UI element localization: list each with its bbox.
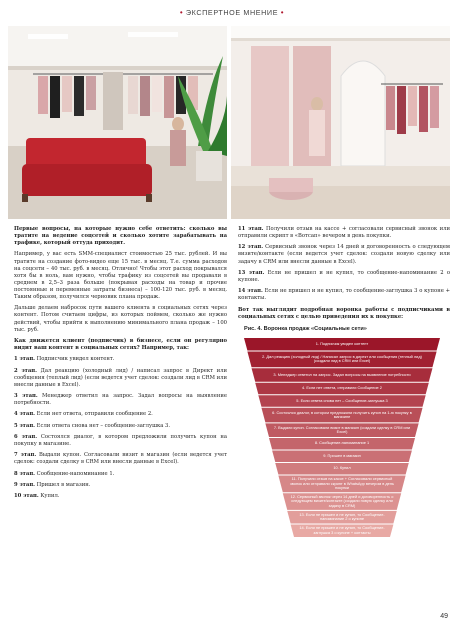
funnel-step-4: 4. Если нет ответа, отправили Сообщение 2 (302, 385, 382, 391)
stage-1: 1 этап. Подписчик увидел контент. (14, 356, 115, 363)
paragraph-smm-example: Например, у вас есть SMM-специалист стоимостью 25 тыс. рублей. И вы тратите на создание фото-видео еще 15 тыс. в месяц. Т.е. сумма расходов на соцсети – 40 тыс. руб. в месяц. Отлично! Чтобы этот расход покрывался хотя бы в ноль, вам нужно, чтобы трафику из соцсетей вы продавали в среднем в 2,5–3 раза больше (покрывая расходы на товар и прочие постоянные и переменные затраты бизнеса) – 100-120 тыс. руб. в месяц. Таким образом, получился черновик плана продаж. (14, 251, 227, 301)
funnel-step-1: 1. Подписчик увидел контент (315, 340, 369, 346)
section-header (0, 8, 464, 17)
funnel-step-11: 11. Получили отзыв на кассе + Согласовали сервисный звонок или отправили скрипт в WhatsApp вечером в день покупки (289, 476, 395, 490)
funnel-step-8: 8. Сообщение-напоминание 1 (314, 440, 370, 446)
bullet-icon: • (179, 8, 184, 17)
figure-title: Рис. 4. Воронка продаж «Социальные сети» (244, 325, 367, 332)
funnel-step-13: 13. Если не пришел и не купил, то Сообщение-напоминание 2 о купоне (299, 511, 385, 522)
paragraph-lead-question: Первые вопросы, на которые нужно себе ответить: сколько вы тратите на ведение соцсетей и сколько хотите зарабатывать на трафике, который оттуда приходит. (14, 226, 227, 247)
page-number: 49 (440, 613, 448, 620)
boutique-interior-photo (8, 26, 227, 219)
funnel-step-3: 3. Менеджер ответил на запрос. Задал вопросы на выявление потребности (273, 371, 411, 377)
stage-8: 8 этап. Сообщение-напоминание 1. (14, 470, 115, 477)
stage-12: 12 этап. Сервисный звонок через 14 дней и договоренность о следующем визите/контакте (если ведется учет сделок: создали новую сделку или задачу в CRM или внесли данные в Excel). (238, 244, 451, 265)
funnel-step-14: 14. Если не пришел и не купил, то Сообщение-заглушка 3 о купоне + контакты (299, 525, 385, 535)
stage-4: 4 этап. Если нет ответа, отправили сообщение 2. (14, 411, 153, 418)
stage-9: 9 этап. Пришел в магазин. (14, 481, 91, 488)
stage-2: 2 этап. Дал реакцию (холодный лид) / написал запрос в Директ или сообщения (теплый лид) (если ведется учет сделок: создали лид в CRM или внесли данные в Excel). (14, 367, 227, 388)
bullet-icon: • (280, 8, 285, 17)
funnel-step-6: 6. Состоялся диалог, в котором предложили получить купон на 1-ю покупку в магазине (272, 409, 412, 419)
stage-13: 13 этап. Если не пришел и не купил, то сообщение-напоминание 2 о купоне. (238, 269, 450, 283)
funnel-step-9: 9. Пришел в магазин (323, 452, 361, 458)
boutique-fitting-area-photo (231, 26, 450, 219)
sales-funnel-diagram (238, 337, 450, 542)
paragraph-client-path: Дальше делаем набросок пути вашего клиента в социальных сетях через контент. Потом считаем цифры, из которых поймем, сколько же нужно действий, чтобы прийти к выполнению минимального плана продаж – 100 тыс. руб. (14, 305, 227, 333)
funnel-step-10: 10. Купил (333, 465, 351, 471)
stage-11: 11 этап. Получили отзыв на кассе + согласовали сервисный звонок или отправили скрипт в «Вотсап» вечером в день покупки. (238, 226, 450, 240)
right-text-column (238, 226, 450, 542)
stage-14: 14 этап. Если не пришел и не купил, то сообщение-заглушка 3 о купоне + контакты. (238, 288, 451, 302)
funnel-step-2: 2. Дал реакцию (холодный лид) / Написал запрос в директ или сообщения (теплый лид) (создали лид в CRM или Excel) (262, 353, 422, 364)
section-title: ЭКСПЕРТНОЕ МНЕНИЕ (185, 8, 279, 17)
stage-7: 7 этап. Выдали купон. Согласовали визит в магазин (если ведется учет сделок: создали сделку в CRM или внесли данные в Excel). (14, 452, 227, 466)
left-text-column (14, 226, 227, 505)
stage-10: 10 этап. Купил. (14, 493, 60, 500)
paragraph-funnel-intro: Вот так выглядит подробная воронка работы с подписчиками в социальных сетях с целью приведения их к покупке: (238, 306, 450, 320)
funnel-step-7: 7. Выдали купон. Согласовали визит в магазин (создали сделку в CRM или Excel) (273, 424, 411, 435)
stage-5: 5 этап. Если ответа снова нет – сообщение-заглушка 3. (14, 422, 171, 429)
stage-6: 6 этап. Состоялся диалог, в котором предложили получить купон на покупку в магазине. (14, 433, 227, 448)
funnel-step-12: 12. Сервисный звонок через 14 дней и договоренность о следующем визите/контакте (создали новую сделку или задачу в CRM) (290, 493, 394, 508)
funnel-step-5: 5. Если ответа снова нет – Сообщение-заглушка 3 (296, 397, 388, 403)
paragraph-client-movement: Как движется клиент (подписчик) в бизнесе, если он регулярно видит ваш контент в социальных сетях? Например, так: (14, 337, 227, 351)
stage-3: 3 этап. Менеджер ответил на запрос. Задал вопросы на выявление потребности. (14, 393, 227, 407)
